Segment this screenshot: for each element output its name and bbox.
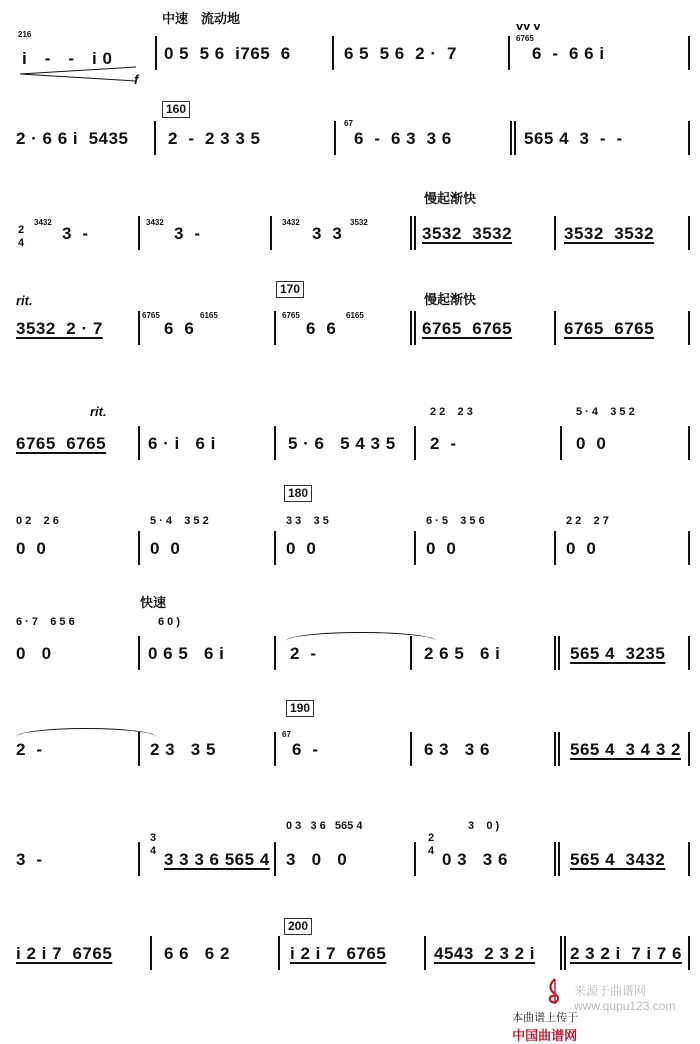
staff-system xyxy=(14,820,690,876)
measure: 0 6 5 6 i xyxy=(148,644,225,663)
measure: i 2 i 7 6765 xyxy=(290,944,387,963)
barline xyxy=(278,936,280,970)
time-signature-top: 2 xyxy=(428,832,435,844)
barline xyxy=(688,531,690,565)
ritardando: rit. xyxy=(90,404,107,419)
time-signature-bottom: 4 xyxy=(428,845,435,857)
staff-system xyxy=(14,486,690,565)
staff-system xyxy=(14,282,690,345)
barline xyxy=(138,636,140,670)
barline xyxy=(510,121,512,155)
measure: 5 · 6 5 4 3 5 xyxy=(288,434,396,453)
measure: 3 - xyxy=(62,224,89,243)
measure: 2 3 3 5 xyxy=(150,740,216,759)
barline xyxy=(274,426,276,460)
barline xyxy=(554,531,556,565)
bowing-mark: ⅴⅴ ⅴ xyxy=(516,21,541,33)
grace-notes: 67 xyxy=(344,119,353,128)
grace-notes: 6765 xyxy=(516,34,534,43)
measure: 6765 6765 xyxy=(564,319,655,338)
measure: i - - i 0 xyxy=(22,49,113,68)
barline xyxy=(138,311,140,345)
measure: 0 0 xyxy=(286,539,317,558)
barline xyxy=(274,842,276,876)
measure: 6 - 6 6 i xyxy=(532,44,605,63)
barline xyxy=(150,936,152,970)
measure: 2 - xyxy=(430,434,457,453)
rehearsal-mark: 200 xyxy=(284,918,312,935)
barline xyxy=(688,36,690,70)
grace-notes: 6165 xyxy=(200,311,218,320)
barline xyxy=(688,732,690,766)
tempo-marking: 慢起渐快 xyxy=(424,191,477,206)
upper-voice: 0 3 3 6 565 4 xyxy=(286,820,363,832)
measure: 4543 2 3 2 i xyxy=(434,944,536,963)
barline xyxy=(560,936,562,970)
barline xyxy=(554,842,556,876)
time-signature-bottom: 4 xyxy=(18,237,25,249)
grace-notes: 67 xyxy=(282,730,291,739)
barline xyxy=(138,842,140,876)
barline xyxy=(332,36,334,70)
barline xyxy=(688,121,690,155)
measure: 0 0 xyxy=(576,434,607,453)
brand-logo: 中国曲谱网 xyxy=(512,1028,578,1043)
time-signature-top: 3 xyxy=(150,832,157,844)
barline xyxy=(414,426,416,460)
staff-system xyxy=(14,191,690,250)
measure: 0 0 xyxy=(150,539,181,558)
grace-notes: 216 xyxy=(18,30,32,39)
measure: 2 · 6 6 i 5435 xyxy=(16,129,129,148)
measure: 0 0 xyxy=(426,539,457,558)
barline xyxy=(688,636,690,670)
upper-voice: 6 · 7 6 5 6 xyxy=(16,616,75,628)
barline xyxy=(155,36,157,70)
measure: 6 6 xyxy=(164,319,195,338)
measure: 2 6 5 6 i xyxy=(424,644,501,663)
measure: i 2 i 7 6765 xyxy=(16,944,113,963)
staff-system xyxy=(14,701,690,766)
barline xyxy=(274,732,276,766)
barline xyxy=(414,842,416,876)
tie xyxy=(16,728,156,737)
time-signature-top: 2 xyxy=(18,224,25,236)
measure: 6 5 5 6 2 · 7 xyxy=(344,44,457,63)
grace-notes: 6765 xyxy=(142,311,160,320)
measure: 6765 6765 xyxy=(422,319,513,338)
measure: 0 0 xyxy=(16,644,52,663)
barline xyxy=(688,842,690,876)
barline xyxy=(138,531,140,565)
upper-voice: 3 3 3 5 xyxy=(286,515,329,527)
measure: 2 - 2 3 3 5 xyxy=(168,129,261,148)
measure: 6 3 3 6 xyxy=(424,740,490,759)
measure: 0 0 xyxy=(16,539,47,558)
barline xyxy=(154,121,156,155)
rehearsal-mark: 190 xyxy=(286,700,314,717)
measure: 2 3 2 i 7 i 7 6 xyxy=(570,944,682,963)
rehearsal-mark: 160 xyxy=(162,101,190,118)
measure: 0 3 3 6 xyxy=(442,850,508,869)
barline xyxy=(334,121,336,155)
watermark: 来源于曲谱网 www.qupu123.com xyxy=(574,984,676,1013)
tie xyxy=(286,632,436,641)
barline xyxy=(138,426,140,460)
measure: 0 0 xyxy=(566,539,597,558)
measure: 565 4 3235 xyxy=(570,644,666,663)
barline xyxy=(274,636,276,670)
measure: 6 6 6 2 xyxy=(164,944,230,963)
dynamic-forte: f xyxy=(134,72,139,87)
barline xyxy=(560,426,562,460)
barline xyxy=(138,216,140,250)
upper-voice: 6 · 5 3 5 6 xyxy=(426,515,485,527)
upper-voice: 2 2 2 7 xyxy=(566,515,609,527)
ritardando: rit. xyxy=(16,293,33,308)
staff-system xyxy=(14,102,690,155)
barline xyxy=(688,426,690,460)
barline xyxy=(554,216,556,250)
measure: 0 5 5 6 i765 6 xyxy=(164,44,291,63)
measure: 6 · i 6 i xyxy=(148,434,216,453)
time-signature-bottom: 4 xyxy=(150,845,157,857)
rehearsal-mark: 170 xyxy=(276,281,304,298)
measure: 565 4 3 - - xyxy=(524,129,623,148)
tempo-marking: 慢起渐快 xyxy=(424,292,477,307)
staff-system xyxy=(14,919,690,970)
tempo-marking: 中速 流动地 xyxy=(162,11,241,26)
measure: 3 0 0 xyxy=(286,850,348,869)
grace-notes: 3432 xyxy=(146,218,164,227)
barline xyxy=(554,732,556,766)
upper-voice: 5 · 4 3 5 2 xyxy=(576,406,635,418)
credit-text: 本曲谱上传于 xyxy=(512,1012,579,1024)
measure: 2 - xyxy=(290,644,317,663)
barline xyxy=(554,311,556,345)
measure: 3 - xyxy=(174,224,201,243)
barline xyxy=(410,636,412,670)
upper-voice: 3 0 ) xyxy=(468,820,500,832)
tempo-marking: 快速 xyxy=(140,595,167,610)
measure: 3532 2 · 7 xyxy=(16,319,103,338)
upper-voice: 5 · 4 3 5 2 xyxy=(150,515,209,527)
upper-voice: 6 0 ) xyxy=(158,616,181,628)
barline xyxy=(410,216,412,250)
grace-notes: 3432 xyxy=(282,218,300,227)
barline xyxy=(554,636,556,670)
barline xyxy=(138,732,140,766)
footer-credit xyxy=(506,997,578,1044)
measure: 3 - xyxy=(16,850,43,869)
measure: 6 - 6 3 3 6 xyxy=(354,129,452,148)
barline xyxy=(410,732,412,766)
staff-system xyxy=(14,11,690,87)
upper-voice: 2 2 2 3 xyxy=(430,406,473,418)
measure: 6 - xyxy=(292,740,319,759)
staff-system xyxy=(14,595,690,670)
measure: 3532 3532 xyxy=(422,224,513,243)
measure: 565 4 3 4 3 2 xyxy=(570,740,681,759)
grace-notes: 6765 xyxy=(282,311,300,320)
barline xyxy=(688,311,690,345)
barline xyxy=(414,531,416,565)
measure: 6 6 xyxy=(306,319,337,338)
grace-notes: 3432 xyxy=(34,218,52,227)
grace-notes: 3532 xyxy=(350,218,368,227)
measure: 2 - xyxy=(16,740,43,759)
measure: 565 4 3432 xyxy=(570,850,666,869)
measure: 3532 3532 xyxy=(564,224,655,243)
barline xyxy=(424,936,426,970)
measure: 6765 6765 xyxy=(16,434,107,453)
barline xyxy=(410,311,412,345)
barline xyxy=(270,216,272,250)
rehearsal-mark: 180 xyxy=(284,485,312,502)
barline xyxy=(688,936,690,970)
barline xyxy=(508,36,510,70)
barline xyxy=(274,531,276,565)
staff-system xyxy=(14,404,690,460)
upper-voice: 0 2 2 6 xyxy=(16,515,59,527)
barline xyxy=(688,216,690,250)
barline xyxy=(274,311,276,345)
measure: 3 3 xyxy=(312,224,343,243)
measure: 3 3 3 6 565 4 xyxy=(164,850,270,869)
grace-notes: 6165 xyxy=(346,311,364,320)
crescendo-hairpin xyxy=(20,66,140,82)
